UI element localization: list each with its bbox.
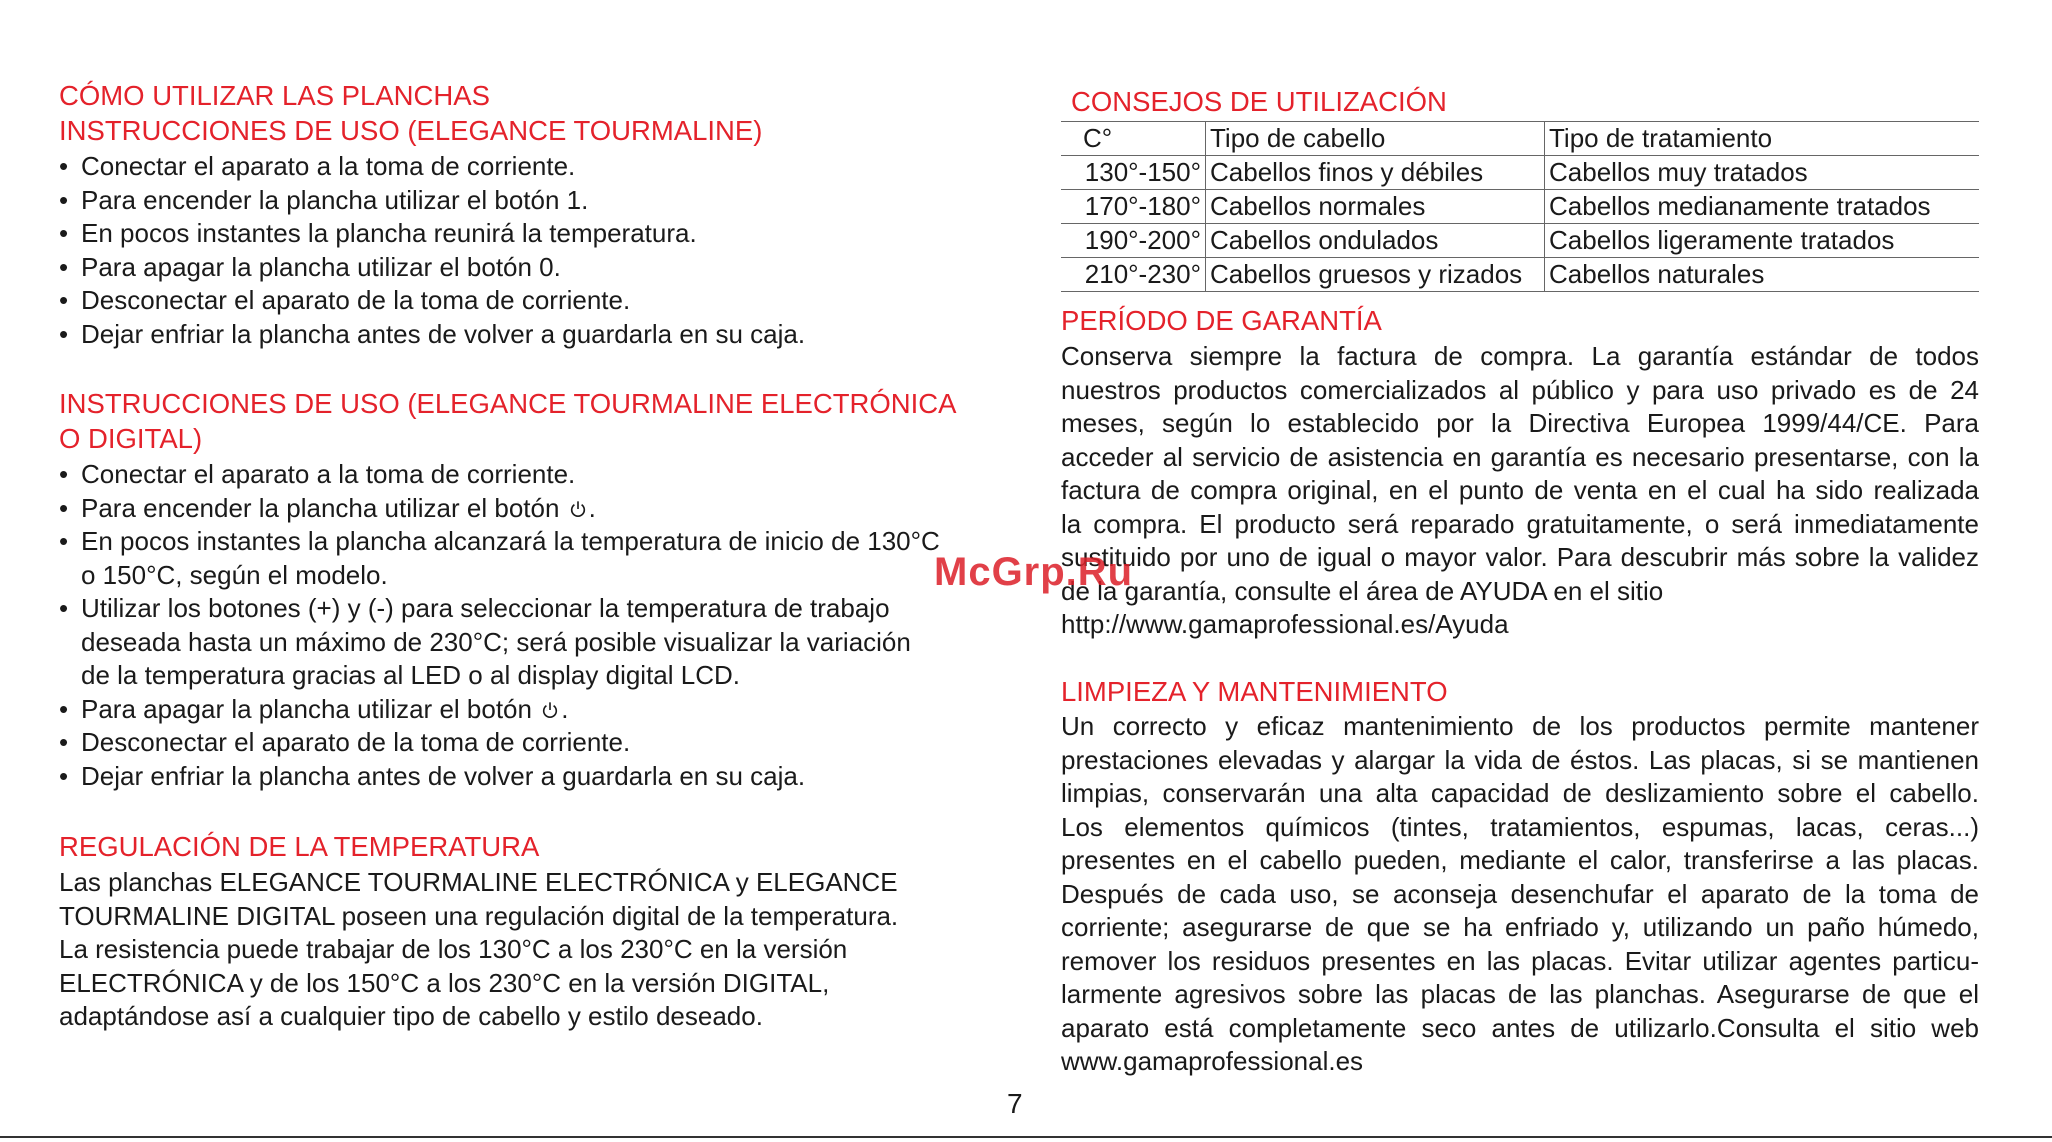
table-row [1061, 190, 1979, 224]
list-item: • Conectar el aparato a la toma de corriente. [59, 458, 940, 492]
list-item: • En pocos instantes la plancha alcanzará la temperatura de inicio de 130°C o 150°C, según el modelo. [59, 525, 940, 592]
section-title-instrucciones-electronica-cont: O DIGITAL) [59, 423, 203, 454]
paragraph-line: Conserva siempre la factura de compra. La garantía estándar de todos [1061, 341, 1979, 371]
section-title-instrucciones-electronica: INSTRUCCIONES DE USO (ELEGANCE TOURMALINE ELECTRÓNICA [59, 388, 957, 419]
paragraph-line: adaptándose así a cualquier tipo de cabello y estilo deseado. [59, 1001, 763, 1031]
table-cell: 130°-150° [1061, 156, 1206, 190]
list-item: • Dejar enfriar la plancha antes de volver a guardarla en su caja. [59, 760, 940, 794]
paragraph-line: factura de compra original, en el punto de venta en el cual ha sido realizada [1061, 475, 1979, 505]
table-cell: 210°-230° [1061, 258, 1206, 292]
paragraph-line: larmente agresivos sobre las placas de las planchas. Asegurarse de que el [1061, 979, 1979, 1009]
paragraph-line: La resistencia puede trabajar de los 130°C a los 230°C en la versión [59, 934, 848, 964]
table-cell: Cabellos medianamente tratados [1545, 190, 1980, 224]
column-header-hair-type: Tipo de cabello [1206, 122, 1545, 156]
table-cell: Cabellos naturales [1545, 258, 1980, 292]
paragraph-line: ELECTRÓNICA y de los 150°C a los 230°C en la versión DIGITAL, [59, 967, 830, 998]
paragraph-line: corriente; asegurarse de que se ha enfriado y, utilizando un paño húmedo, [1061, 912, 1979, 942]
section-title-garantia: PERÍODO DE GARANTÍA [1061, 305, 1382, 336]
table-header-row [1061, 122, 1979, 156]
table-cell: Cabellos ligeramente tratados [1545, 224, 1980, 258]
paragraph-line: la compra. El producto será reparado gratuitamente, o será inmediatamente [1061, 508, 1979, 539]
paragraph-line: acceder al servicio de asistencia en garantía es necesario presentarse, con la [1061, 441, 1979, 472]
list-item: • Para apagar la plancha utilizar el botón 0. [59, 251, 805, 285]
list-item: • Desconectar el aparato de la toma de corriente. [59, 726, 940, 760]
table-row [1061, 156, 1979, 190]
paragraph-line: meses, según lo establecido por la Directiva Europea 1999/44/CE. Para [1061, 408, 1979, 438]
paragraph-line: aparato está completamente seco antes de utilizarlo.Consulta el sitio web [1061, 1012, 1979, 1043]
bottom-divider [0, 1136, 2052, 1138]
table-row [1061, 258, 1979, 292]
limpieza-paragraph [1061, 710, 1979, 1079]
paragraph-line: prestaciones elevadas y alargar la vida de éstos. Las placas, si se mantienen [1061, 744, 1979, 775]
instructions-list-electronica [59, 458, 940, 793]
list-item: • En pocos instantes la plancha reunirá la temperatura. [59, 217, 805, 251]
list-item: • Dejar enfriar la plancha antes de volver a guardarla en su caja. [59, 318, 805, 352]
temperature-table [1061, 121, 1979, 292]
instructions-list-elegance [59, 150, 805, 351]
table-cell: 170°-180° [1061, 190, 1206, 224]
section-title-consejos: CONSEJOS DE UTILIZACIÓN [1071, 86, 1447, 117]
paragraph-line: Los elementos químicos (tintes, tratamientos, espumas, lacas, ceras...) [1061, 811, 1979, 842]
paragraph-line: presentes en el cabello pueden, mediante el calor, transferirse a las placas. [1061, 845, 1979, 875]
section-title-como-utilizar: CÓMO UTILIZAR LAS PLANCHAS [59, 80, 490, 111]
column-header-treatment-type: Tipo de tratamiento [1545, 122, 1980, 156]
table-cell: Cabellos ondulados [1206, 224, 1545, 258]
paragraph-line: nuestros productos comercializados al público y para uso privado es de 24 [1061, 374, 1979, 405]
list-item: • Para apagar la plancha utilizar el botón . [59, 693, 940, 727]
column-header-temperature: C° [1061, 122, 1206, 156]
list-item-text: Para apagar la plancha utilizar el botón [81, 693, 532, 724]
list-item: • Para encender la plancha utilizar el botón 1. [59, 184, 805, 218]
paragraph-line: Un correcto y eficaz mantenimiento de los productos permite mantener [1061, 711, 1979, 741]
paragraph-line: sustituido por uno de igual o mayor valor. Para descubrir más sobre la validez [1061, 542, 1979, 572]
website-url: www.gamaprofessional.es [1061, 1046, 1364, 1076]
table-cell: Cabellos normales [1206, 190, 1545, 224]
section-title-limpieza: LIMPIEZA Y MANTENIMIENTO [1061, 676, 1448, 707]
paragraph-line: remover los residuos presentes en las placas. Evitar utilizar agentes particu- [1061, 945, 1979, 976]
paragraph-line: Las planchas ELEGANCE TOURMALINE ELECTRÓNICA y ELEGANCE [59, 867, 898, 897]
list-item: • Para encender la plancha utilizar el botón . [59, 492, 940, 526]
list-item-text: Para encender la plancha utilizar el botón [81, 492, 560, 523]
paragraph-line: Después de cada uso, se aconseja desenchufar el aparato de la toma de [1061, 878, 1979, 909]
power-icon [541, 701, 559, 719]
page-number: 7 [1007, 1088, 1023, 1119]
table-row [1061, 224, 1979, 258]
table-cell: Cabellos muy tratados [1545, 156, 1980, 190]
list-item: • Utilizar los botones (+) y (-) para seleccionar la temperatura de trabajo deseada hasta un máximo de 230°C; será posible visualizar la variación de la temperatura gracias al LED o al display digital LCD. [59, 592, 940, 693]
table-cell: 190°-200° [1061, 224, 1206, 258]
section-subtitle-instrucciones-elegance: INSTRUCCIONES DE USO (ELEGANCE TOURMALINE) [59, 115, 763, 146]
garantia-paragraph [1061, 340, 1979, 642]
power-icon [569, 500, 587, 518]
list-item: • Conectar el aparato a la toma de corriente. [59, 150, 805, 184]
regulacion-paragraph [59, 866, 898, 1034]
section-title-regulacion: REGULACIÓN DE LA TEMPERATURA [59, 831, 540, 862]
watermark: McGrp.Ru [934, 550, 1134, 594]
paragraph-line: TOURMALINE DIGITAL poseen una regulación digital de la temperatura. [59, 900, 899, 931]
table-cell: Cabellos finos y débiles [1206, 156, 1545, 190]
warranty-url: http://www.gamaprofessional.es/Ayuda [1061, 609, 1509, 639]
list-item: • Desconectar el aparato de la toma de corriente. [59, 284, 805, 318]
paragraph-line: de la garantía, consulte el área de AYUDA en el sitio [1061, 575, 1664, 606]
table-cell: Cabellos gruesos y rizados [1206, 258, 1545, 292]
paragraph-line: limpias, conservarán una alta capacidad de deslizamiento sobre el cabello. [1061, 778, 1979, 808]
